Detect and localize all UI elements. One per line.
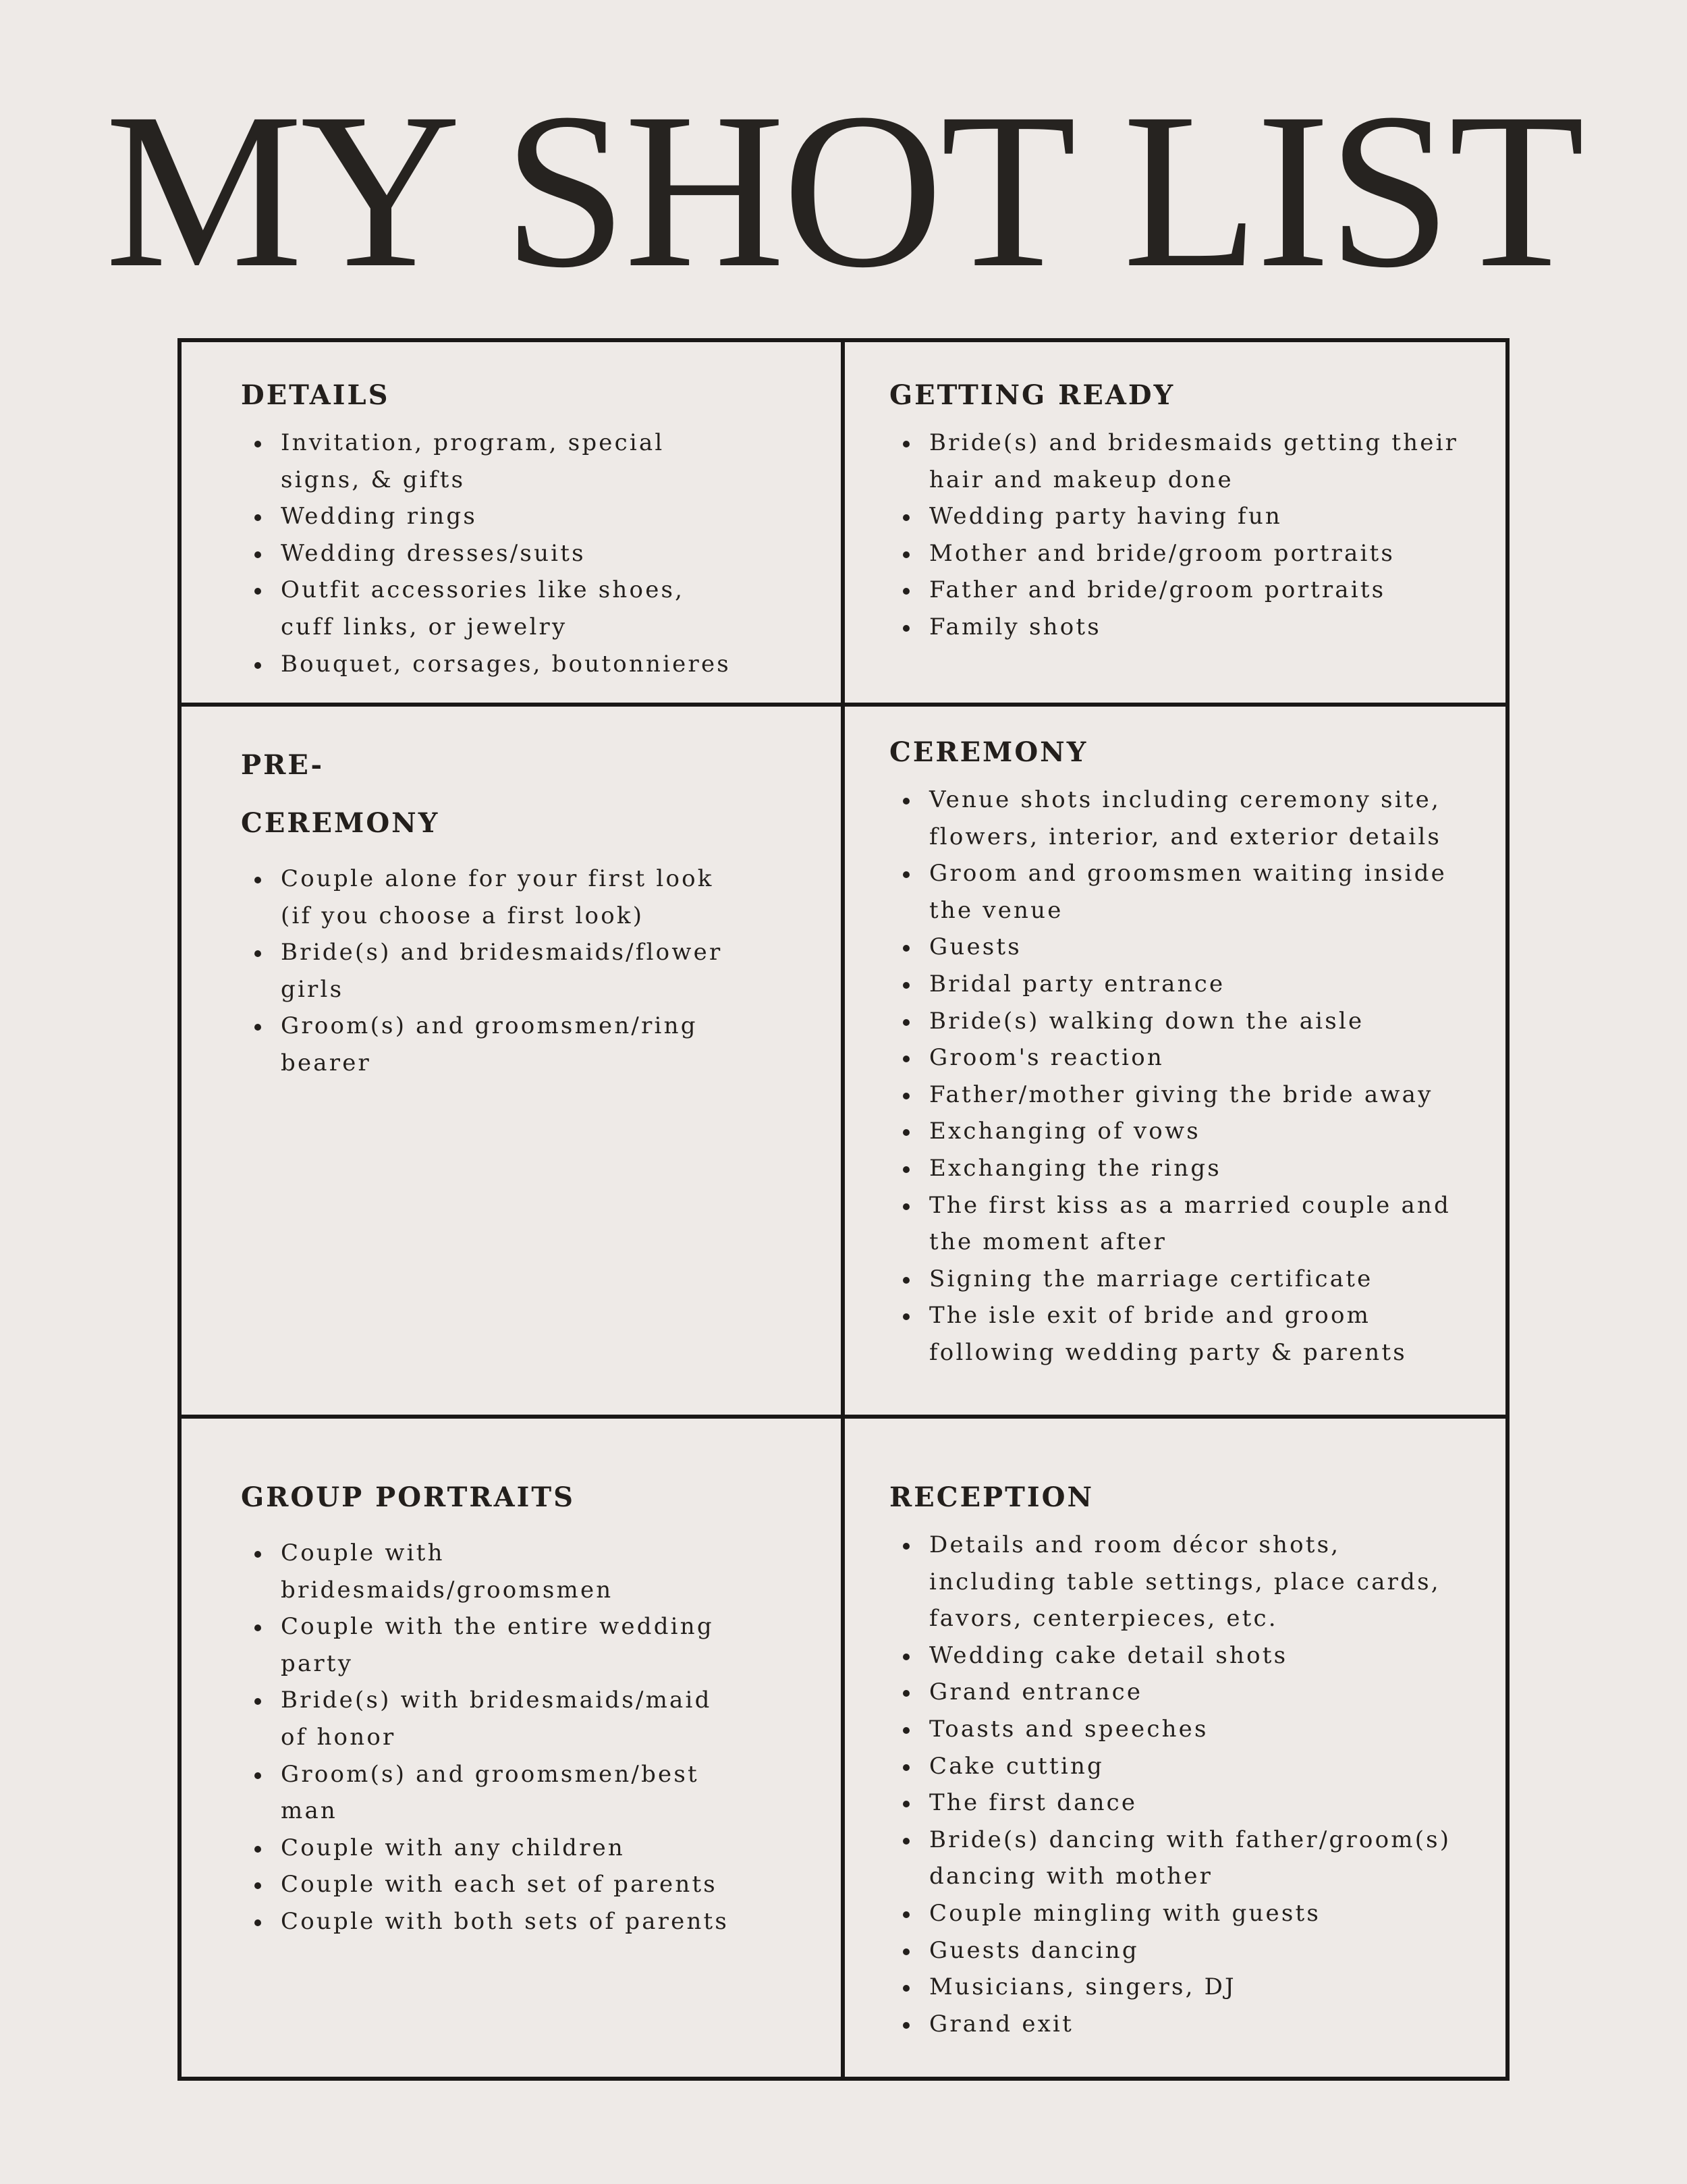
list-item: Guests [889, 929, 1483, 966]
section-heading: RECEPTION [889, 1481, 1095, 1513]
list-item: Father/mother giving the bride away [889, 1076, 1483, 1114]
list-item: Invitation, program, special signs, & gifts [241, 425, 740, 498]
list-item: Mother and bride/groom portraits [889, 535, 1470, 572]
list-item: Bride(s) and bridesmaids getting their hair and makeup done [889, 425, 1470, 498]
list-item: Groom and groomsmen waiting inside the venue [889, 855, 1483, 929]
list-item: Couple with each set of parents [241, 1866, 740, 1903]
list-item: Couple mingling with guests [889, 1895, 1470, 1932]
list-item: Groom(s) and groomsmen/best man [241, 1756, 740, 1830]
list-item: Wedding cake detail shots [889, 1637, 1470, 1674]
list-item: Venue shots including ceremony site, flowers, interior, and exterior details [889, 782, 1483, 855]
list-item: Couple with bridesmaids/groomsmen [241, 1535, 740, 1608]
section-heading: DETAILS [241, 379, 390, 411]
list-item: Guests dancing [889, 1932, 1470, 1969]
list-item: The first dance [889, 1784, 1470, 1822]
shot-list [241, 425, 740, 682]
list-item: Toasts and speeches [889, 1711, 1470, 1748]
list-item: Couple with any children [241, 1830, 740, 1867]
shot-list [241, 861, 740, 1082]
list-item: Exchanging of vows [889, 1113, 1483, 1150]
section-heading: GROUP PORTRAITS [241, 1481, 575, 1513]
section-heading-line-1: PRE- [241, 749, 325, 781]
list-item: Couple alone for your first look (if you choose a first look) [241, 861, 740, 934]
list-item: Family shots [889, 609, 1470, 646]
shot-list [889, 782, 1483, 1371]
grid-divider-horizontal-1 [177, 703, 1510, 707]
list-item: Bouquet, corsages, boutonnieres [241, 646, 740, 683]
grid-divider-horizontal-2 [177, 1415, 1510, 1419]
list-item: The isle exit of bride and groom following wedding party & parents [889, 1297, 1483, 1371]
list-item: Bridal party entrance [889, 966, 1483, 1003]
list-item: Groom(s) and groomsmen/ring bearer [241, 1008, 740, 1081]
list-item: Bride(s) with bridesmaids/maid of honor [241, 1682, 740, 1755]
section-ceremony [889, 724, 1483, 1371]
list-item: Grand entrance [889, 1674, 1470, 1711]
list-item: Bride(s) walking down the aisle [889, 1003, 1483, 1040]
list-item: Details and room décor shots, including table settings, place cards, favors, centerpieces, etc. [889, 1527, 1470, 1637]
list-item: Bride(s) and bridesmaids/flower girls [241, 934, 740, 1008]
shot-list [889, 425, 1470, 646]
list-item: Groom's reaction [889, 1039, 1483, 1076]
section-heading: CEREMONY [889, 736, 1088, 768]
page-title: MY SHOT LIST [105, 67, 1582, 314]
section-heading: GETTING READY [889, 379, 1176, 411]
section-reception [889, 1469, 1470, 2042]
list-item: Musicians, singers, DJ [889, 1969, 1470, 2006]
section-details [241, 366, 740, 682]
list-item: Grand exit [889, 2006, 1470, 2043]
list-item: The first kiss as a married couple and the moment after [889, 1187, 1483, 1261]
section-group-portraits [241, 1469, 740, 1940]
list-item: Father and bride/groom portraits [889, 572, 1470, 609]
section-heading-line-2: CEREMONY [241, 807, 440, 839]
list-item: Wedding rings [241, 498, 740, 535]
shot-list [241, 1535, 740, 1940]
list-item: Signing the marriage certificate [889, 1261, 1483, 1298]
list-item: Couple with the entire wedding party [241, 1608, 740, 1682]
grid-divider-vertical [841, 338, 845, 2081]
list-item: Couple with both sets of parents [241, 1903, 740, 1940]
list-item: Cake cutting [889, 1748, 1470, 1785]
shot-list [889, 1527, 1470, 2042]
list-item: Outfit accessories like shoes, cuff links, or jewelry [241, 572, 740, 645]
section-pre-ceremony [241, 736, 740, 1082]
list-item: Wedding party having fun [889, 498, 1470, 535]
list-item: Wedding dresses/suits [241, 535, 740, 572]
list-item: Exchanging the rings [889, 1150, 1483, 1187]
section-getting-ready [889, 366, 1470, 646]
list-item: Bride(s) dancing with father/groom(s) dancing with mother [889, 1822, 1470, 1895]
